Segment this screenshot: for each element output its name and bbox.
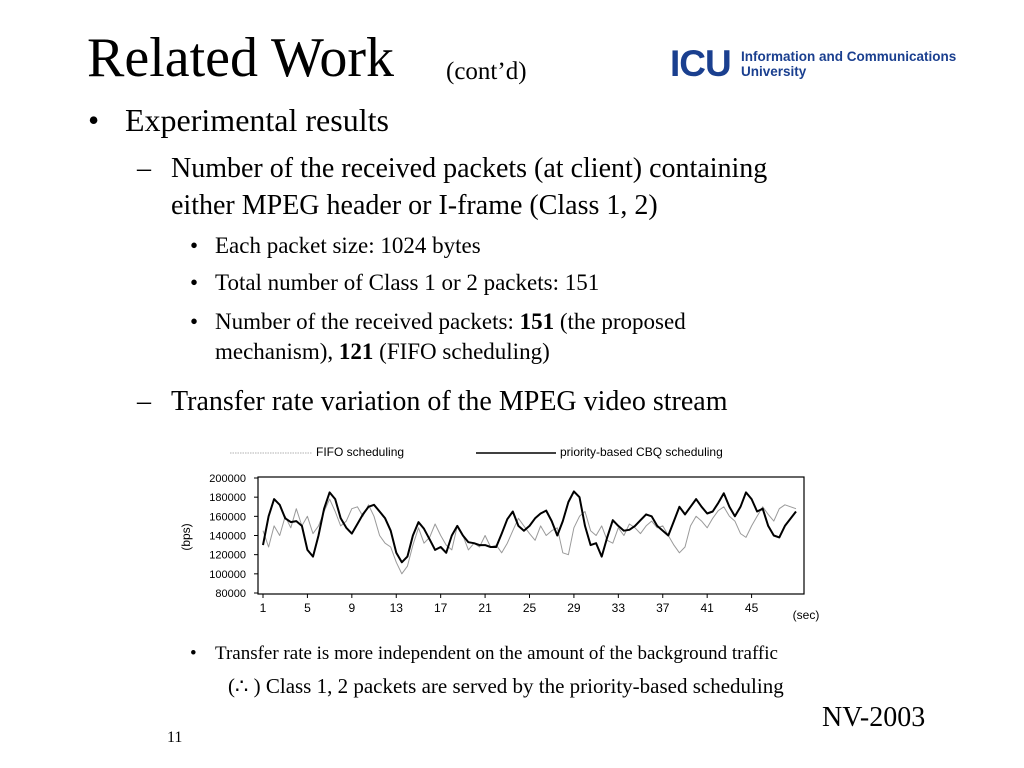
transfer-rate-chart bbox=[160, 436, 840, 626]
y-tick-label: 180000 bbox=[209, 492, 246, 505]
bullet-marker: • bbox=[190, 309, 199, 334]
slide-title-suffix: (cont’d) bbox=[446, 58, 527, 85]
y-tick-label: 120000 bbox=[209, 549, 246, 562]
bullet-marker: • bbox=[190, 270, 199, 295]
x-tick-label: 1 bbox=[259, 601, 267, 615]
x-tick-label: 21 bbox=[478, 601, 492, 615]
bullet-marker: • bbox=[88, 102, 100, 138]
item-reason-note: (∴ ) Class 1, 2 packets are served by the priority-based scheduling bbox=[228, 674, 784, 698]
y-axis bbox=[209, 473, 258, 600]
received-count-suffix: (FIFO scheduling) bbox=[373, 339, 550, 364]
y-tick-label: 140000 bbox=[209, 530, 246, 543]
x-tick-label: 29 bbox=[567, 601, 581, 615]
item-total-packets: Total number of Class 1 or 2 packets: 151 bbox=[215, 270, 600, 295]
legend bbox=[230, 445, 723, 459]
series-cbq-line bbox=[263, 491, 796, 562]
fifo-count: 121 bbox=[338, 339, 374, 364]
x-tick-label: 37 bbox=[656, 601, 670, 615]
received-count-line2-prefix: mechanism), bbox=[215, 339, 339, 364]
conference-footer: NV-2003 bbox=[822, 702, 926, 733]
logo-line-1: Information and Communications bbox=[741, 49, 957, 64]
bullet-marker: • bbox=[190, 643, 197, 664]
bullet-experimental-results: Experimental results bbox=[125, 102, 389, 138]
item-packet-size: Each packet size: 1024 bytes bbox=[215, 233, 481, 258]
item-received-count bbox=[215, 307, 686, 337]
dash-marker: – bbox=[137, 153, 151, 184]
logo-text bbox=[741, 49, 956, 79]
x-tick-label: 45 bbox=[744, 601, 759, 615]
item-received-count-line2 bbox=[215, 337, 550, 367]
x-tick-label: 13 bbox=[389, 601, 403, 615]
x-tick-label: 17 bbox=[433, 601, 448, 615]
x-tick-label: 33 bbox=[611, 601, 626, 615]
x-axis bbox=[260, 594, 759, 615]
y-tick-label: 100000 bbox=[209, 568, 246, 581]
legend-fifo-label: FIFO scheduling bbox=[316, 445, 405, 459]
chart-svg bbox=[160, 436, 840, 626]
x-tick-label: 41 bbox=[700, 601, 714, 615]
subbullet-received-packets-line1: Number of the received packets (at client) containing bbox=[171, 153, 768, 184]
page-number: 11 bbox=[167, 729, 183, 746]
proposed-count: 151 bbox=[519, 309, 555, 334]
bullet-marker: • bbox=[190, 233, 199, 258]
received-count-prefix: Number of the received packets: bbox=[215, 309, 520, 334]
logo-mark: ICU bbox=[670, 43, 731, 84]
dash-marker: – bbox=[137, 386, 151, 417]
logo-line-2: University bbox=[741, 64, 807, 79]
legend-cbq-label: priority-based CBQ scheduling bbox=[560, 445, 723, 459]
slide-title: Related Work bbox=[87, 27, 395, 89]
y-axis-label: (bps) bbox=[179, 523, 193, 551]
y-tick-label: 80000 bbox=[215, 588, 246, 600]
x-axis-label: (sec) bbox=[792, 608, 820, 622]
y-tick-label: 160000 bbox=[209, 511, 246, 524]
received-count-mid: (the proposed bbox=[554, 309, 686, 334]
item-transfer-rate-note: Transfer rate is more independent on the amount of the background traffic bbox=[215, 643, 778, 664]
subbullet-transfer-rate: Transfer rate variation of the MPEG video stream bbox=[171, 386, 728, 417]
x-tick-label: 5 bbox=[304, 601, 311, 615]
x-tick-label: 25 bbox=[522, 601, 537, 615]
series-layer bbox=[263, 491, 796, 573]
x-tick-label: 9 bbox=[348, 601, 356, 615]
series-fifo-line bbox=[263, 499, 796, 574]
y-tick-label: 200000 bbox=[209, 473, 246, 485]
subbullet-received-packets-line2: either MPEG header or I-frame (Class 1, 2) bbox=[171, 190, 658, 221]
